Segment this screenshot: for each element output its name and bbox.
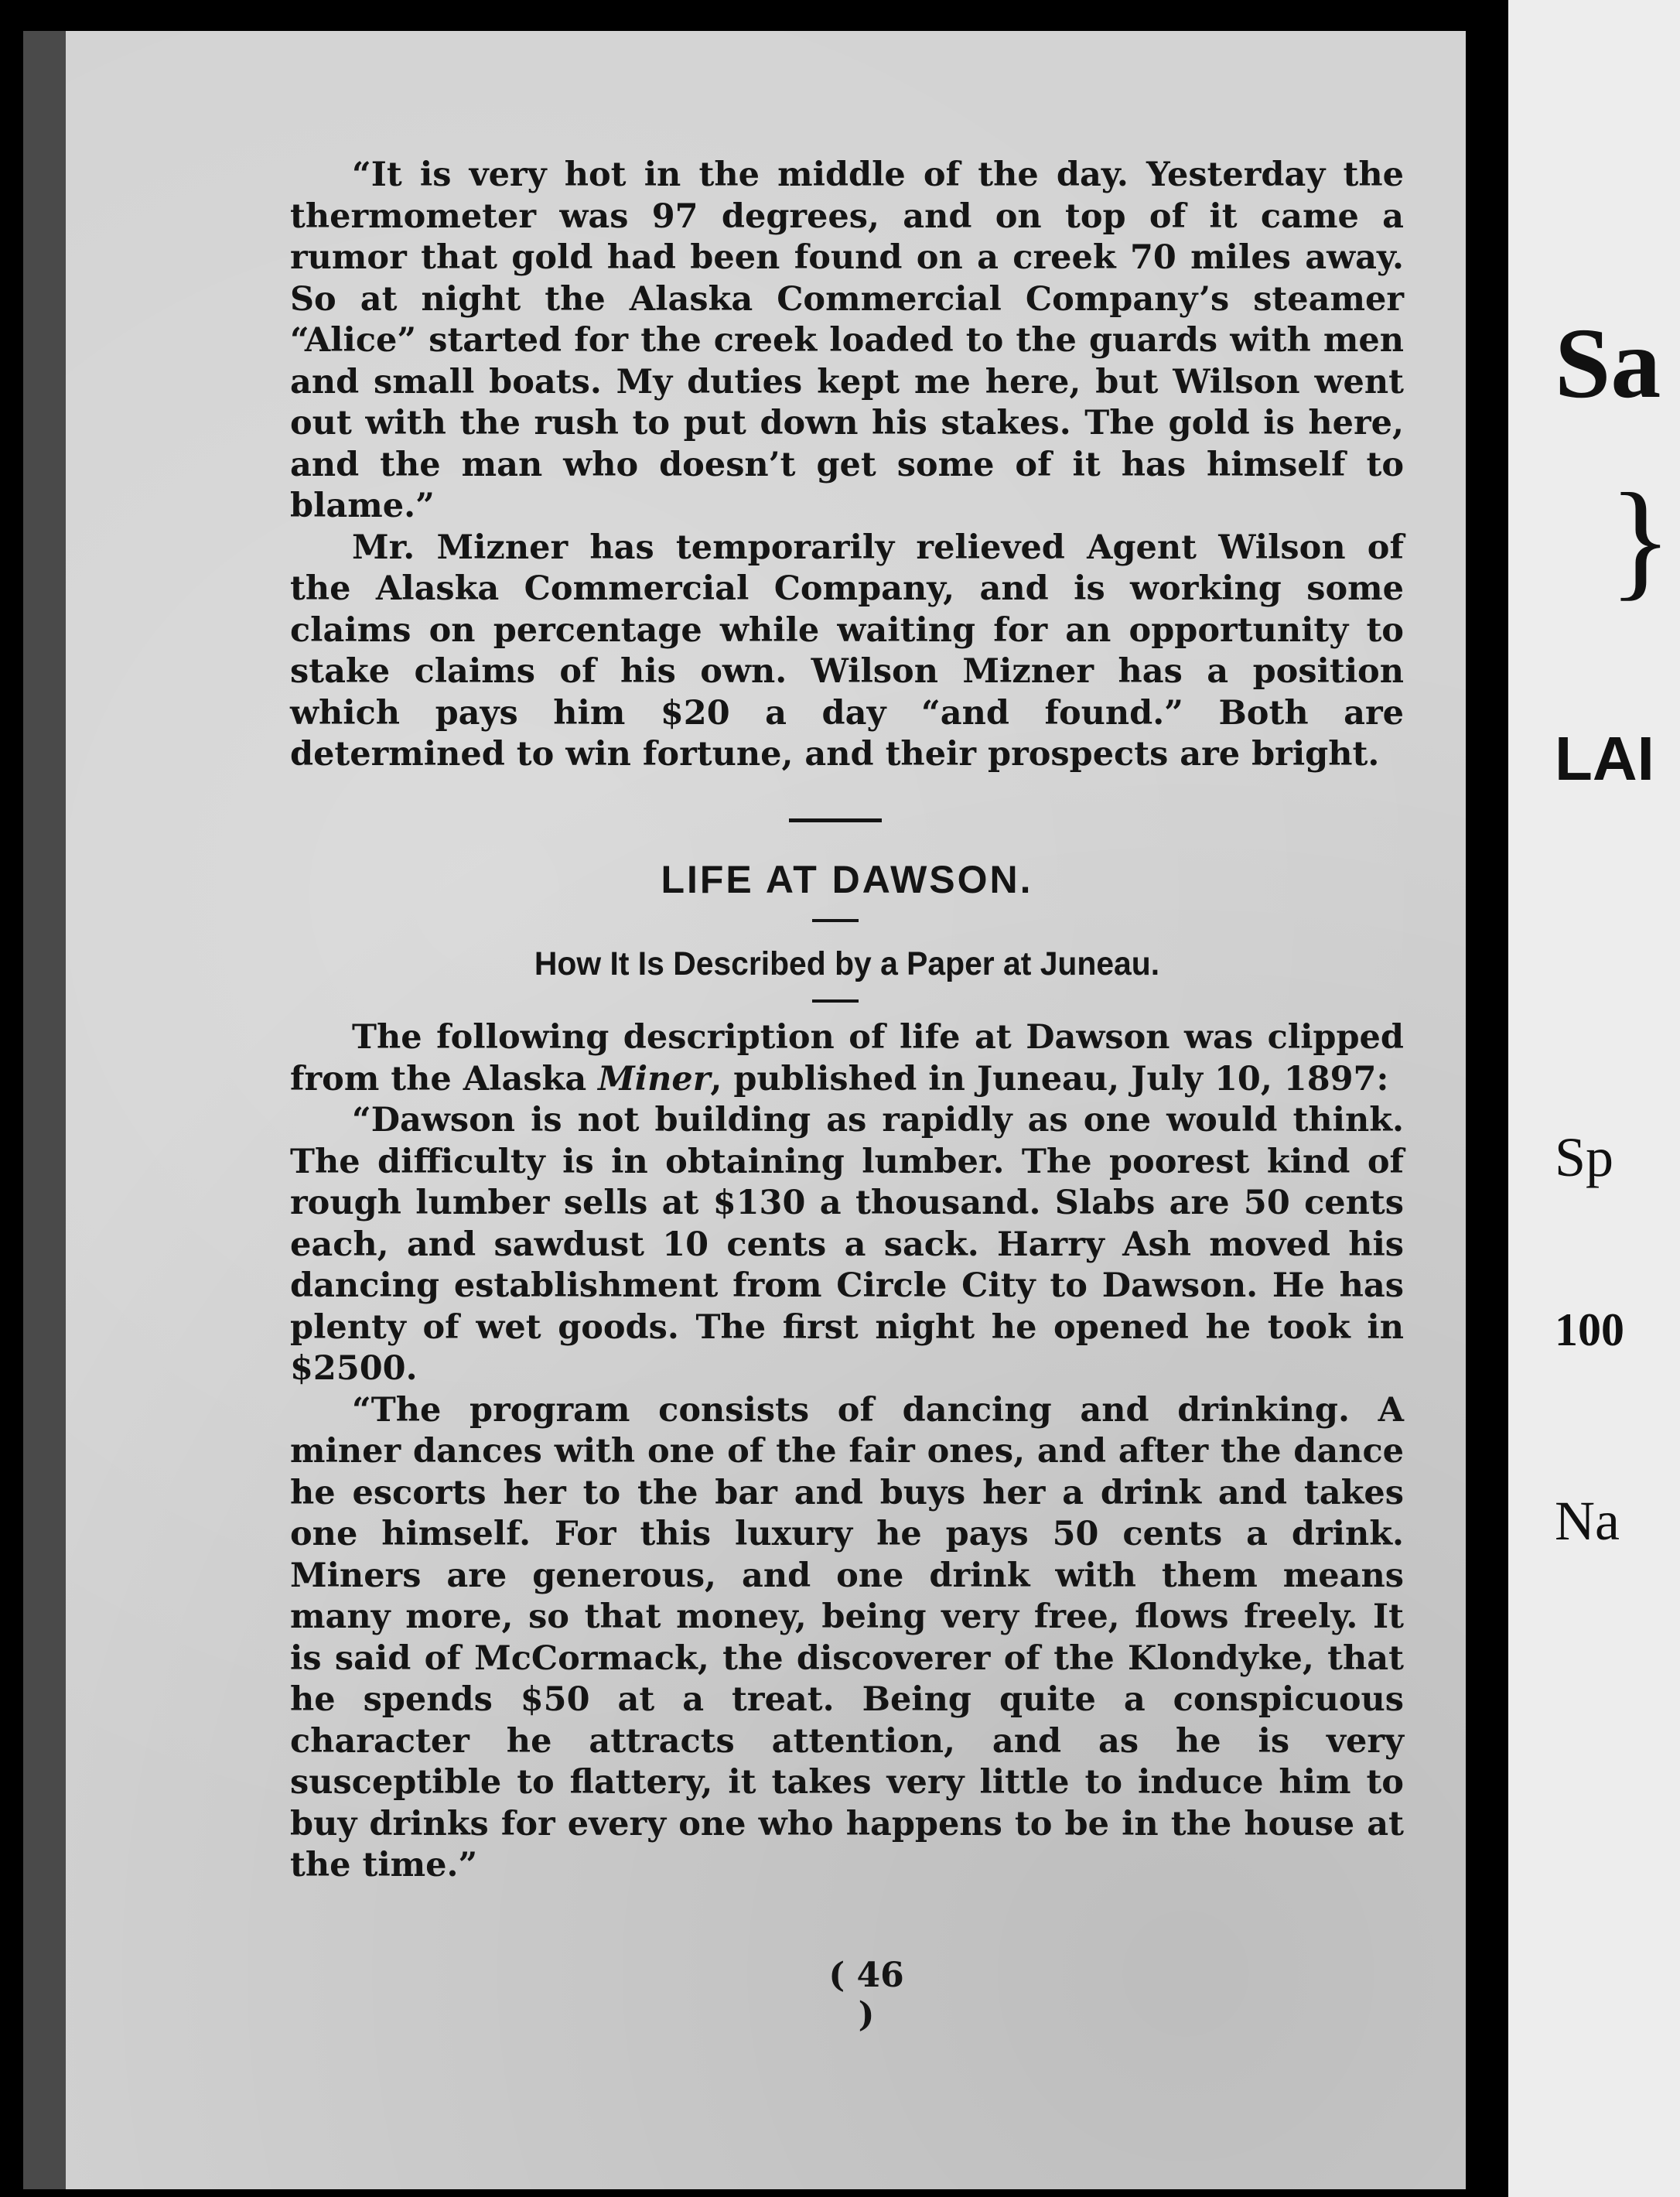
book-spine	[23, 31, 66, 2189]
right-page-text: LAI	[1555, 724, 1654, 793]
section-subheading: How It Is Described by a Paper at Juneau.	[534, 945, 1160, 982]
right-page-fragment	[1508, 0, 1680, 2197]
paragraph: “Dawson is not building as rapidly as one would think. The difficulty is in obtaining lumber. The poorest kind of rough lumber sells at $130 a thousand. Slabs are 50 cents each, and sawdust 10 cents a sack. Harry Ash moved his dancing establishment from Circle City to Dawson. He has plenty of wet goods. The first night he opened he took in $2500.	[290, 1101, 1404, 1388]
paragraph: “The program consists of dancing and drinking. A miner dances with one of the fair ones, and after the dance he escorts her to the bar and buys her a drink and takes one himself. For this luxury he pays 50 cents a drink. Miners are generous, and one drink with them means many more, so that money, being very free, flows freely. It is said of McCormack, the discoverer of the Klondyke, that he spends $50 at a treat. Being quite a conspicuous character he attracts attention, and as he is very susceptible to flattery, it takes very little to induce him to buy drinks for every one who happens to be in the house at the time.”	[290, 1390, 1404, 1884]
top-text-block	[290, 155, 1404, 776]
intro-text: The following description of life at Dawson was clipped from the Alaska	[290, 1018, 1404, 1098]
right-page-text: Na	[1555, 1490, 1620, 1552]
brace-mark: }	[1609, 466, 1672, 612]
paragraph: Mr. Mizner has temporarily relieved Agent Wilson of the Alaska Commercial Company, and is working some claims on percentage while waiting for an opportunity to stake claims of his own. Wilson Mizner has a position which pays him $20 a day “and found.” Both are determined to win fortune, and their prospects are bright.	[290, 528, 1404, 774]
paragraph: “It is very hot in the middle of the day. Yesterday the thermometer was 97 degrees, and on top of it came a rumor that gold had been found on a creek 70 miles away. So at night the Alaska Commercial Company’s steamer “Alice” started for the creek loaded to the guards with men and small boats. My duties kept me here, but Wilson went out with the rush to put down his stakes. The gold is here, and the man who doesn’t get some of it has himself to blame.”	[290, 155, 1404, 525]
section-rule	[789, 818, 882, 822]
right-page-text: Sp	[1555, 1126, 1614, 1188]
bottom-text-block	[290, 1017, 1404, 1887]
right-page-text: 100	[1555, 1304, 1624, 1355]
newspaper-name: Miner	[598, 1059, 711, 1098]
section-heading: LIFE AT DAWSON.	[661, 858, 1033, 901]
heading-rule	[812, 919, 859, 922]
right-page-text: Sa	[1555, 308, 1661, 419]
subheading-rule	[812, 999, 859, 1003]
page-number: ( 46 )	[828, 1956, 904, 2035]
intro-text-end: , published in Juneau, July 10, 1897:	[710, 1059, 1389, 1098]
intro-paragraph	[290, 1017, 1404, 1100]
